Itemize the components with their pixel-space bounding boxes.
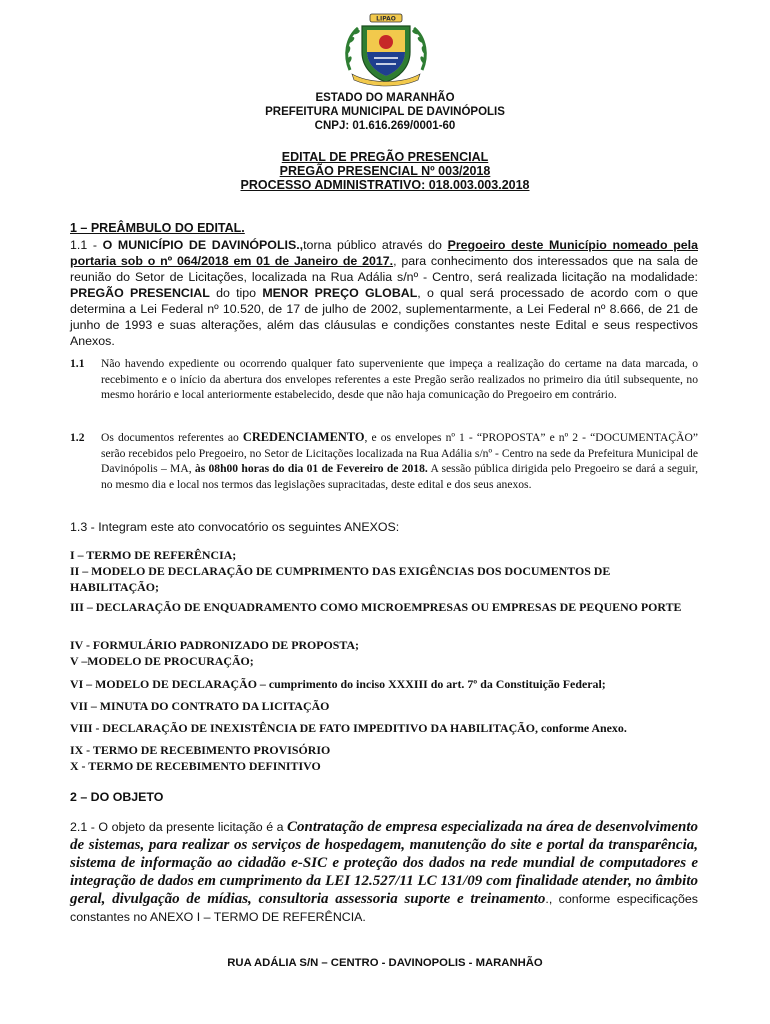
credenciamento: CREDENCIAMENTO (242, 430, 365, 444)
object-description: Contratação de empresa especializada na área de desenvolvimento de sistemas, para realizar os serviços de hospedagem, manutenção do site e portal da transparência, sistema de informação ao cidadão e-SIC e proteção dos dados na rede mundial de computadores e integração de dados em cumprimento da LEI 12.527/11 LC 131/09 com finalidade atender, no âmbito geral, divulgação de mídias, consultoria assessoria suporte e treinamento (70, 819, 698, 907)
paragraph-1-1-text-a: torna público através do (303, 238, 442, 252)
processo-number: PROCESSO ADMINISTRATIVO: 018.003.003.2018 (240, 178, 530, 192)
annex-item: IV - FORMULÁRIO PADRONIZADO DE PROPOSTA; (70, 638, 360, 652)
modalidade: PREGÃO PRESENCIAL (70, 286, 210, 300)
paragraph-1-1-text-c: do tipo (216, 286, 257, 300)
pregoeiro-portaria: Pregoeiro deste Município nomeado pela portaria sob o nº 064/2018 em 01 de Janeiro de 2017. (70, 238, 698, 268)
municipality-name: O MUNICÍPIO DE DAVINÓPOLIS., (102, 238, 304, 252)
paragraph-1-1-expediente (70, 356, 698, 403)
cnpj: CNPJ: 01.616.269/0001-60 (314, 120, 456, 132)
tipo-licitacao: MENOR PREÇO GLOBAL (262, 286, 418, 300)
section-2-heading: 2 – DO OBJETO (70, 790, 164, 804)
annex-item: VI – MODELO DE DECLARAÇÃO – cumprimento do inciso XXXIII do art. 7º da Constituição Federal; (70, 677, 606, 691)
annex-item: V –MODELO DE PROCURAÇÃO; (70, 654, 254, 668)
paragraph-1-2-text-c: A sessão pública dirigida pelo Pregoeiro se dará a seguir, no mesmo dia e local nos termos das legislações supracitadas, deste edital e dos seus anexos. (101, 462, 699, 491)
annex-item: X - TERMO DE RECEBIMENTO DEFINITIVO (70, 759, 321, 773)
edital-title: EDITAL DE PREGÃO PRESENCIAL (281, 150, 489, 164)
state-name: ESTADO DO MARANHÃO (315, 92, 455, 104)
section-1-heading: 1 – PREÂMBULO DO EDITAL. (70, 221, 245, 235)
paragraph-1-1-expediente-text: Não havendo expediente ou ocorrendo qualquer fato superveniente que impeça a realização do certame na data marcada, o recebimento e o início da abertura dos envelopes referentes a este Pregão serão realizados no primeiro dia útil subsequente, no mesmo horário e local anteriormente estabelecido, desde que não haja comunicação do Pregoeiro em contrário. (101, 357, 698, 401)
pregao-number: PREGÃO PRESENCIAL Nº 003/2018 (279, 164, 491, 178)
paragraph-number: 1.1 (70, 357, 85, 370)
paragraph-1-2 (70, 430, 698, 492)
prefecture-name: PREFEITURA MUNICIPAL DE DAVINÓPOLIS (265, 106, 505, 118)
annex-item: VII – MINUTA DO CONTRATO DA LICITAÇÃO (70, 699, 330, 713)
session-datetime: às 08h00 horas do dia 01 de Fevereiro de 2018. (194, 462, 428, 475)
annex-item: II – MODELO DE DECLARAÇÃO DE CUMPRIMENTO DAS EXIGÊNCIAS DOS DOCUMENTOS DE HABILITAÇÃO; (70, 564, 611, 594)
annex-item: VIII - DECLARAÇÃO DE INEXISTÊNCIA DE FATO IMPEDITIVO DA HABILITAÇÃO, conforme Anexo. (70, 721, 627, 735)
logo-band-text: LIPAO (376, 15, 396, 23)
paragraph-1-1-text-d: , o qual será processado de acordo com o que determina a Lei Federal nº 10.520, de 17 de julho de 2002, suplementarmente, a Lei Federal nº 8.666, de 21 de junho de 1993 e suas alterações, além das cláusulas e condições constantes neste Edital e seus respectivos Anexos. (70, 286, 699, 348)
annex-item: IX - TERMO DE RECEBIMENTO PROVISÓRIO (70, 743, 331, 757)
paragraph-1-1-text-b: , para conhecimento dos interessados que na sala de reunião do Setor de Licitações, localizada na Rua Adália s/nº - Centro, será realizada licitação na modalidade: (70, 254, 698, 284)
coat-of-arms-logo (340, 12, 432, 88)
paragraph-2-1 (70, 818, 698, 926)
paragraph-number: 1.2 (70, 431, 85, 444)
footer-address: RUA ADÁLIA S/N – CENTRO - DAVINOPOLIS - MARANHÃO (227, 957, 543, 969)
annex-item: I – TERMO DE REFERÊNCIA; (70, 548, 237, 562)
paragraph-1-3: 1.3 - Integram este ato convocatório os seguintes ANEXOS: (70, 520, 400, 534)
paragraph-1-2-text-b: , e os envelopes nº 1 - “PROPOSTA” e nº 2 - “DOCUMENTAÇÃO” serão recebidos pelo Pregoeiro, no Setor de Licitações localizada na Rua Adália s/nº - Centro na sede da Prefeitura Municipal de Davinópolis – MA, (101, 431, 698, 475)
paragraph-1-1-number: 1.1 - (70, 238, 97, 252)
annex-item: III – DECLARAÇÃO DE ENQUADRAMENTO COMO MICROEMPRESAS OU EMPRESAS DE PEQUENO PORTE (70, 600, 682, 614)
paragraph-2-1-text-b: ., conforme especificações constantes no ANEXO I – TERMO DE REFERÊNCIA. (70, 892, 698, 924)
paragraph-1-2-text-a: Os documentos referentes ao (101, 431, 239, 444)
paragraph-1-1 (70, 237, 698, 349)
paragraph-2-1-text-a: 2.1 - O objeto da presente licitação é a (70, 820, 284, 834)
